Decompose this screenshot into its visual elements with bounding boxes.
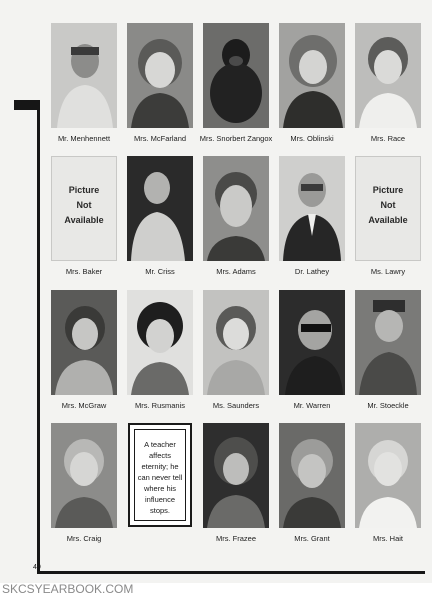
portrait-photo xyxy=(51,423,117,528)
portrait-photo xyxy=(279,290,345,395)
portrait-name: Mrs. Race xyxy=(370,134,406,143)
portrait-silhouette-icon xyxy=(279,423,345,528)
portrait-photo xyxy=(203,23,269,128)
portrait-name: Ms. Lawry xyxy=(370,267,406,276)
portrait-silhouette-icon xyxy=(279,23,345,128)
portrait-photo xyxy=(279,23,345,128)
portrait-silhouette-icon xyxy=(51,23,117,128)
black-border-bottom xyxy=(37,571,425,574)
portrait-silhouette-icon xyxy=(279,290,345,395)
portrait-silhouette-icon xyxy=(51,290,117,395)
gorilla-mascot-icon xyxy=(203,23,269,128)
portrait-placeholder xyxy=(51,156,117,261)
portrait-silhouette-icon xyxy=(355,423,421,528)
portrait-name: Dr. Lathey xyxy=(294,267,330,276)
quote-text: A teacher affects eternity; he can never tell where his influence stops. xyxy=(137,440,183,515)
portrait-photo xyxy=(279,423,345,528)
portrait-photo xyxy=(355,423,421,528)
portrait-name: Mr. Menhennett xyxy=(57,134,111,143)
portrait-name: Mrs. McFarland xyxy=(133,134,187,143)
portrait-name: Mr. Warren xyxy=(293,401,331,410)
portrait-silhouette-icon xyxy=(51,423,117,528)
portrait-name: Mrs. Craig xyxy=(66,534,102,543)
portrait-name: Mrs. Oblinski xyxy=(290,134,334,143)
portrait-name: Mrs. Snorbert Zangox xyxy=(199,134,273,143)
portrait-silhouette-icon xyxy=(127,290,193,395)
picture-not-available-text: Picture Not Available xyxy=(368,185,408,225)
quote-box xyxy=(128,423,192,527)
portrait-silhouette-icon xyxy=(203,290,269,395)
portrait-name: Mr. Stoeckle xyxy=(367,401,409,410)
portrait-silhouette-icon xyxy=(279,156,345,261)
portrait-name: Mrs. McGraw xyxy=(61,401,107,410)
portrait-silhouette-icon xyxy=(355,290,421,395)
watermark-text: SKCSYEARBOOK.COM xyxy=(2,582,134,596)
portrait-photo xyxy=(355,290,421,395)
black-border-left xyxy=(37,100,40,574)
portrait-name: Mr. Criss xyxy=(145,267,175,276)
portrait-photo xyxy=(51,290,117,395)
portrait-photo xyxy=(279,156,345,261)
portrait-name: Mrs. Baker xyxy=(65,267,103,276)
portrait-placeholder xyxy=(355,156,421,261)
portrait-name: Mrs. Hait xyxy=(373,534,403,543)
page-number: 40 xyxy=(33,564,41,571)
portrait-name: Mrs. Rusmanis xyxy=(134,401,185,410)
portrait-photo xyxy=(127,290,193,395)
portrait-photo xyxy=(203,156,269,261)
portrait-photo xyxy=(355,23,421,128)
portrait-silhouette-icon xyxy=(127,23,193,128)
portrait-name: Ms. Saunders xyxy=(212,401,260,410)
portrait-silhouette-icon xyxy=(355,23,421,128)
portrait-silhouette-icon xyxy=(127,156,193,261)
portrait-name: Mrs. Frazee xyxy=(215,534,256,543)
picture-not-available-text: Picture Not Available xyxy=(64,185,104,225)
portrait-silhouette-icon xyxy=(203,423,269,528)
portrait-name: Mrs. Adams xyxy=(216,267,256,276)
portrait-photo xyxy=(203,423,269,528)
portrait-photo xyxy=(51,23,117,128)
portrait-photo xyxy=(127,156,193,261)
portrait-photo xyxy=(203,290,269,395)
portrait-photo xyxy=(127,23,193,128)
portrait-silhouette-icon xyxy=(203,156,269,261)
portrait-name: Mrs. Grant xyxy=(294,534,330,543)
